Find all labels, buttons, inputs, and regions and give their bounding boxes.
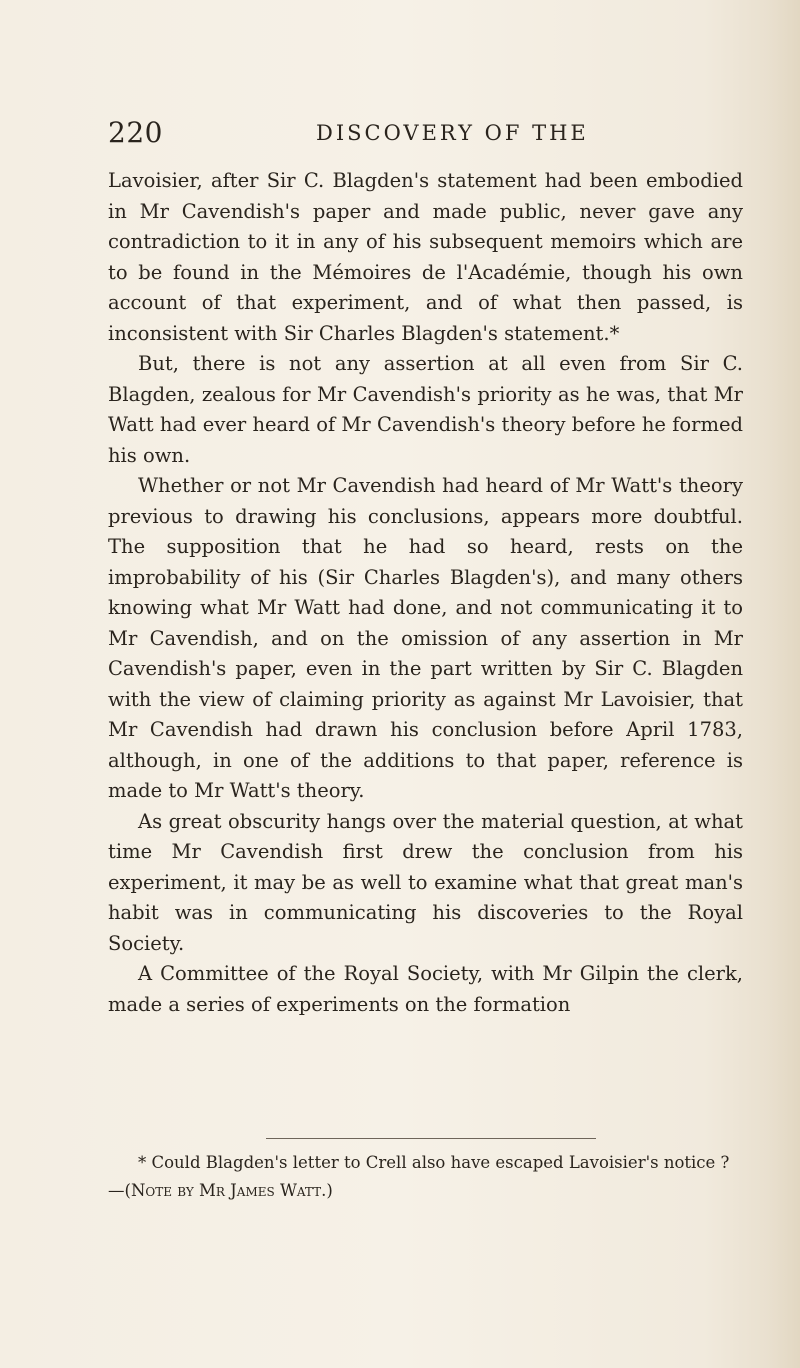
running-head bbox=[108, 116, 748, 152]
footnote bbox=[108, 1149, 743, 1205]
footnote-closing: ) bbox=[326, 1181, 333, 1200]
paragraph: Whether or not Mr Cavendish had heard of Mr Watt's theory previous to drawing his conclusions, appears more doubtful. The supposition that he had so heard, rests on the improbability of his (Sir Charles Blagden's), and many others knowing what Mr Watt had done, and not communicating it to Mr Cavendish, and on the omission of any assertion in Mr Cavendish's paper, even in the part written by Sir C. Blagden with the view of claiming priority as against Mr Lavoisier, that Mr Cavendish had drawn his conclusion before April 1783, although, in one of the additions to that paper, reference is made to Mr Watt's theory. bbox=[108, 474, 743, 802]
paragraph: A Committee of the Royal Society, with Mr Gilpin the clerk, made a series of experiments on the formation bbox=[108, 962, 743, 1016]
footnote-rule bbox=[266, 1138, 596, 1139]
page-number: 220 bbox=[108, 116, 163, 149]
footnote-attribution: Note by Mr James Watt. bbox=[130, 1181, 327, 1200]
running-title: DISCOVERY OF THE bbox=[316, 121, 589, 145]
paragraph: But, there is not any assertion at all even from Sir C. Blagden, zealous for Mr Cavendish's priority as he was, that Mr Watt had ever heard of Mr Cavendish's theory before he formed his own. bbox=[108, 352, 743, 467]
footnote-text: * Could Blagden's letter to Crell also have escaped Lavoisier's notice ?—( bbox=[108, 1153, 730, 1200]
paragraph: As great obscurity hangs over the material question, at what time Mr Cavendish first drew the conclusion from his experiment, it may be as well to examine what that great man's habit was in communicating his discoveries to the Royal Society. bbox=[108, 809, 743, 955]
paragraph: Lavoisier, after Sir C. Blagden's statement had been embodied in Mr Cavendish's paper and made public, never gave any contradiction to it in any of his subsequent memoirs which are to be found in the Mémoires de l'Académie, though his own account of that experiment, and of what then passed, is inconsistent with Sir Charles Blagden's statement.* bbox=[108, 169, 743, 345]
body-text bbox=[108, 166, 743, 1020]
